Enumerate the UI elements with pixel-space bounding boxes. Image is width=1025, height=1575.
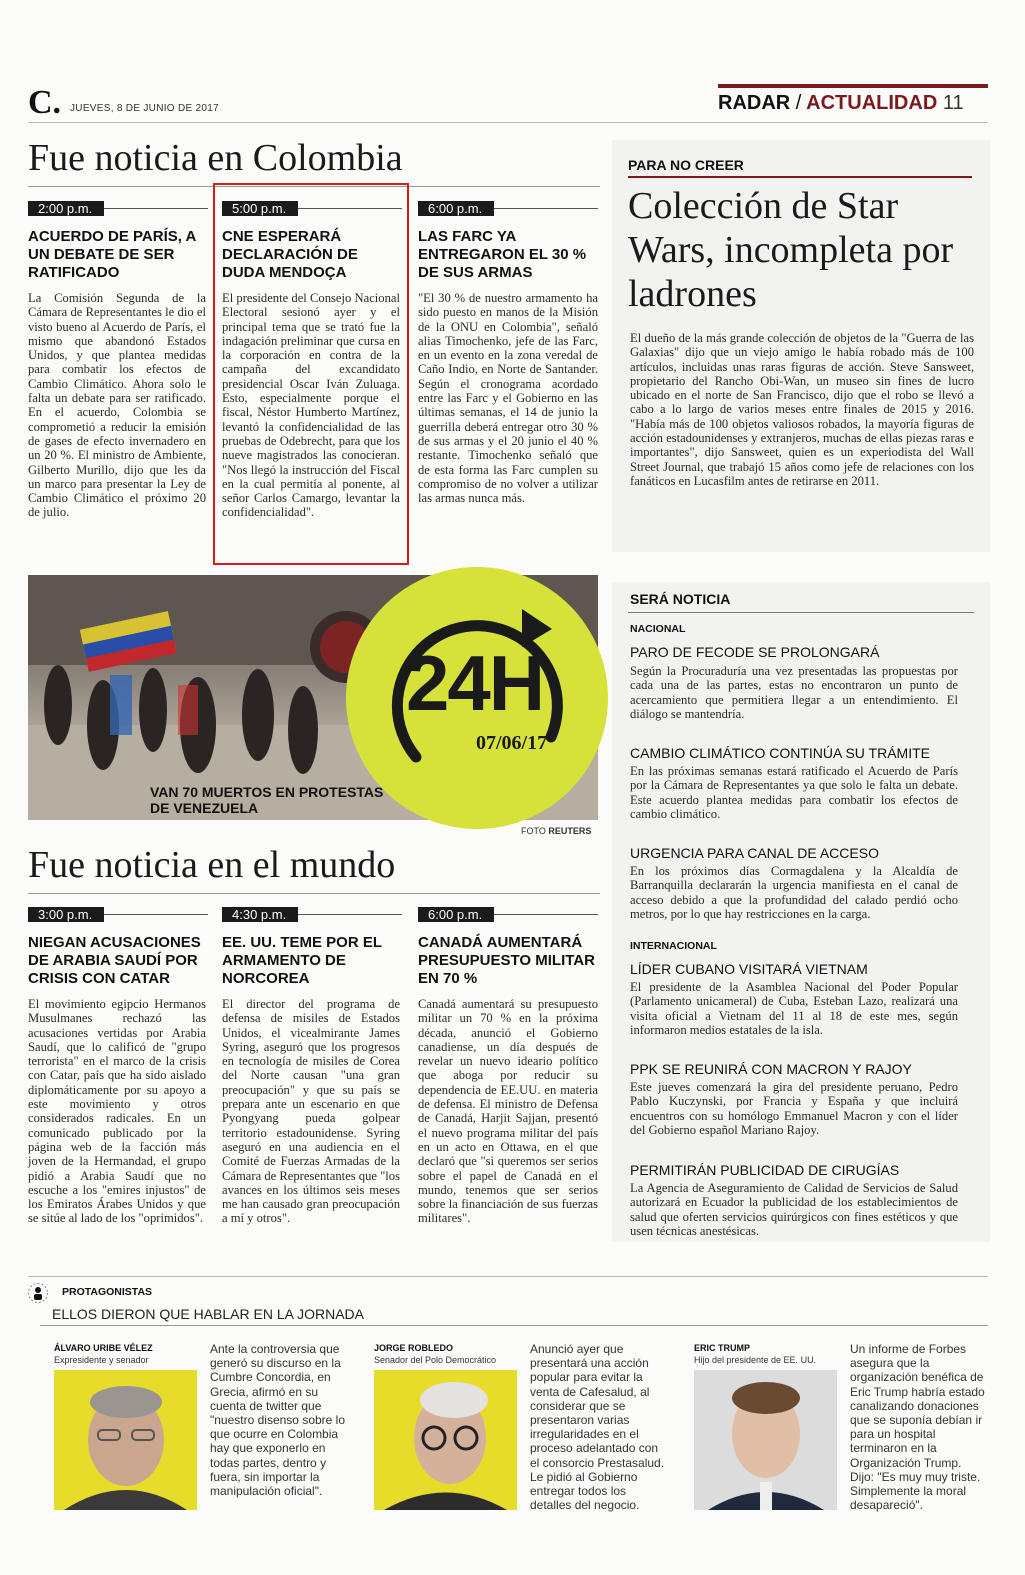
sera-noticia-body: En las próximas semanas estará ratificado el Acuerdo de París por la Cámara de Representantes ya que solo le falta un debate. Este acuerdo plantea medidas para combatir los efectos de cambio climático.	[630, 764, 958, 821]
header-rule	[718, 84, 988, 88]
sera-noticia-headline: PERMITIRÁN PUBLICIDAD DE CIRUGÍAS	[630, 1162, 900, 1178]
sera-noticia-body: Según la Procuraduría una vez presentadas las propuestas por cada una de las partes, estas no encontraron un punto de acercamiento que permitiera llegar a un entendimiento. El diálogo se mantendría.	[630, 664, 958, 721]
time-rule	[104, 208, 208, 209]
sera-noticia-headline: URGENCIA PARA CANAL DE ACCESO	[630, 845, 879, 861]
protagonistas-label: PROTAGONISTAS	[62, 1286, 153, 1298]
news-time-badge: 4:30 p.m.	[222, 907, 298, 922]
person-quote: Ante la controversia que generó su discurso en la Cumbre Concordia, en Grecia, afirmó en su cuenta de twitter que "nuestro disenso sobre lo que ocurre en Colombia hay que exponerlo en todas partes, dentro y fuera, sin importar la manipulación oficial".	[210, 1342, 346, 1499]
news-body: Canadá aumentará su presupuesto militar un 70 % en la próxima década, anunció el Gobierno canadiense, un día después de revelar un nuevo ideario político que aboga por reducir su dependencia de EE.UU. en materia de defensa. El ministro de Defensa de Canadá, Harjit Sajjan, presentó el nuevo programa militar del país en un acto en Ottawa, en el que declaró que "si queremos ser serios sobre el papel de Canadá en el mundo, tenemos que ser serios sobre la financiación de sus fuerzas militares".	[418, 997, 598, 1226]
news-body: El presidente del Consejo Nacional Electoral sesionó ayer y el principal tema que se trató fue la indagación preliminar que cursa en la corporación en contra de la campaña del excandidato presidencial Oscar Iván Zuluaga. Esto, especialmente porque el fiscal, Néstor Humberto Martínez, levantó la confidencialidad de las pruebas de Odebrecht, para que los nueve magistrados las conocieran. "Nos llegó la instrucción del Fiscal en la cual permitía al ponente, al señor Carlos Camargo, levantar la confidencialidad".	[222, 291, 400, 520]
news-headline: NIEGAN ACUSACIONES DE ARABIA SAUDÍ POR CRISIS CON CATAR	[28, 934, 201, 987]
person-name: JORGE ROBLEDO	[374, 1343, 454, 1353]
sera-noticia-headline: PPK SE REUNIRÁ CON MACRON Y RAJOY	[630, 1061, 912, 1077]
para-no-creer-title: Colección de Star Wars, incompleta por ladrones	[628, 185, 954, 315]
sera-noticia-item	[630, 845, 958, 921]
person-role: Hijo del presidente de EE. UU.	[694, 1355, 817, 1365]
header-underline	[28, 122, 988, 123]
time-rule	[104, 914, 208, 915]
nacional-label: NACIONAL	[630, 623, 686, 635]
sera-noticia-headline: LÍDER CUBANO VISITARÁ VIETNAM	[630, 961, 868, 977]
highlight-box	[213, 183, 409, 565]
news-time-badge: 3:00 p.m.	[28, 907, 104, 922]
protagonistas-subtitle-rule	[40, 1325, 988, 1326]
issue-date: JUEVES, 8 DE JUNIO DE 2017	[70, 103, 219, 114]
section-separator: /	[795, 92, 802, 114]
sera-noticia-headline: CAMBIO CLIMÁTICO CONTINÚA SU TRÁMITE	[630, 745, 930, 761]
page-number: 11	[942, 92, 964, 114]
para-no-creer-body: El dueño de la más grande colección de objetos de la "Guerra de las Galaxias" dijo que un viejo amigo le había robado más de 100 artículos, incluidas unas raras figuras de acción. Steve Sansweet, propietario del Rancho Obi-Wan, un museo sin fines de lucro ubicado en el norte de San Francisco, dijo que el robo se llevó a cabo a lo largo de varios meses entre finales de 2015 y 2016. "Había más de 100 objetos valiosos robados, la mayoría figuras de acción estadounidenses y extranjeros, muchas de ellas piezas raras e importantes", dijo Sansweet, quien es un experiodista del Wall Street Journal, que trabajó 15 años como jefe de relaciones con los fanáticos en Lucasfilm antes de retirarse en 2011.	[630, 331, 974, 488]
news-time-badge: 5:00 p.m.	[222, 201, 298, 216]
sera-noticia-item	[630, 1162, 958, 1238]
time-rule	[494, 914, 598, 915]
sera-noticia-body: En los próximos días Cormagdalena y la Alcaldía de Barranquilla declararán la urgencia manifiesta en el canal de acceso debido a que la profundidad del calado perdió ocho metros, por lo que hay restricciones en la carga.	[630, 864, 958, 921]
news-body: "El 30 % de nuestro armamento ha sido puesto en manos de la Misión de la ONU en Colombia", señaló alias Timochenko, jefe de las Farc, en un evento en la zona veredal de Caño Indio, en Norte de Santander. Según el cronograma acordado entre las Farc y el Gobierno en las últimas semanas, el 14 de junio la guerrilla deberá entregar otro 30 % de sus armas y el 20 junio el 40 % restante. Timochenko señaló que de esta forma las Farc cumplen su compromiso de no volver a utilizar las armas nunca más.	[418, 291, 598, 506]
photo-credit	[521, 826, 591, 836]
para-no-creer-kicker: PARA NO CREER	[628, 157, 744, 173]
protagonistas-rule	[28, 1276, 988, 1277]
news-headline: ACUERDO DE PARÍS, A UN DEBATE DE SER RATIFICADO	[28, 228, 196, 281]
news-time-badge: 6:00 p.m.	[418, 907, 494, 922]
news-headline: CNE ESPERARÁ DECLARACIÓN DE DUDA MENDOÇA	[222, 228, 358, 281]
sera-noticia-body: La Agencia de Aseguramiento de Calidad de Servicios de Salud autorizará en Ecuador la publicidad de los establecimientos de salud que oferten servicios quirúrgicos con fines estéticos y que usen técnicas anestésicas.	[630, 1181, 958, 1238]
person-quote: Anunció ayer que presentará una acción popular para evitar la venta de Cafesalud, al considerar que se presentaron varias irregularidades en el proceso adelantado con el consorcio Prestasalud. Le pidió al Gobierno entregar todos los detalles del negocio.	[530, 1342, 665, 1513]
sera-noticia-rule	[628, 612, 974, 613]
sera-noticia-item	[630, 745, 958, 821]
sera-noticia-item	[630, 961, 958, 1037]
person-quote: Un informe de Forbes asegura que la organización benéfica de Eric Trump habría estado canalizando donaciones que se suponía debían ir para un hospital terminaron en la Organización Trump. Dijo: "Es muy muy triste. Simplemente la moral desapareció".	[850, 1342, 985, 1513]
sera-noticia-headline: PARO DE FECODE SE PROLONGARÁ	[630, 644, 880, 660]
mundo-title-rule	[28, 893, 600, 894]
badge-date: 07/06/17	[476, 732, 548, 754]
news-body: El director del programa de defensa de misiles de Estados Unidos, el vicealmirante James Syring, aseguró que los progresos en tecnología de misiles de Corea del Norte causan "una gran preocupación" y que su país se prepara ante un escenario en que Pyongyang pueda golpear territorio estadounidense. Syring aseguró en una audiencia en el Comité de Fuerzas Armadas de la Cámara de Representantes que "los avances en los últimos seis meses me han causado gran preocupación a mí y otros".	[222, 997, 400, 1226]
time-rule	[298, 914, 402, 915]
news-headline: EE. UU. TEME POR EL ARMAMENTO DE NORCOREA	[222, 934, 382, 987]
protagonistas-subtitle: ELLOS DIERON QUE HABLAR EN LA JORNADA	[52, 1306, 364, 1322]
sera-noticia-body: El presidente de la Asamblea Nacional del Poder Popular (Parlamento unicameral) de Cuba, Esteban Lazo, realizará una visita oficial a Vietnam del 11 al 18 de este mes, según informaron medios estatales de la isla.	[630, 980, 958, 1037]
news-body: El movimiento egipcio Hermanos Musulmanes rechazó las acusaciones vertidas por Arabia Saudí, que lo calificó de "grupo terrorista" en el marco de la crisis con Catar, país que ha sido aislado diplomáticamente por su apoyo a este movimiento y otros considerados radicales. En un comunicado publicado por la página web de la facción más joven de la Hermandad, el grupo pidió a Arabia Saudí que no escuche a los "emires injustos" de los Emiratos Árabes Unidos y que se sitúe al lado de los "oprimidos".	[28, 997, 206, 1226]
section-header	[718, 92, 964, 115]
person-icon	[28, 1283, 48, 1303]
news-time-badge: 2:00 p.m.	[28, 201, 104, 216]
person-photo	[694, 1370, 837, 1510]
kicker-rule	[628, 176, 972, 178]
photo-credit-prefix: FOTO	[521, 826, 546, 836]
newspaper-logo: C.	[28, 84, 62, 121]
sera-noticia-title: SERÁ NOTICIA	[630, 591, 731, 607]
person-role: Expresidente y senador	[54, 1355, 149, 1365]
photo-caption: VAN 70 MUERTOS EN PROTESTAS DE VENEZUELA	[150, 784, 384, 816]
person-name: ÁLVARO URIBE VÉLEZ	[54, 1343, 153, 1353]
person-photo	[54, 1370, 197, 1510]
subsection-label: ACTUALIDAD	[806, 92, 938, 114]
news-headline: CANADÁ AUMENTARÁ PRESUPUESTO MILITAR EN 70 %	[418, 934, 595, 987]
internacional-label: INTERNACIONAL	[630, 940, 717, 952]
sera-noticia-item	[630, 1061, 958, 1137]
sera-noticia-item	[630, 644, 958, 721]
mundo-section-title: Fue noticia en el mundo	[28, 844, 396, 886]
sera-noticia-body: Este jueves comenzará la gira del presidente peruano, Pedro Pablo Kuczynski, por Francia y España y que incluirá encuentros con su homólogo Emmanuel Macron y con el líder del Gobierno español Mariano Rajoy.	[630, 1080, 958, 1137]
colombia-section-title: Fue noticia en Colombia	[28, 137, 403, 179]
person-role: Senador del Polo Democrático	[374, 1355, 497, 1365]
news-time-badge: 6:00 p.m.	[418, 201, 494, 216]
person-name: ERIC TRUMP	[694, 1343, 750, 1353]
badge-24h-label: 24H	[406, 639, 544, 727]
time-rule	[494, 208, 598, 209]
person-photo	[374, 1370, 517, 1510]
news-body: La Comisión Segunda de la Cámara de Representantes le dio el visto bueno al Acuerdo de París, el mismo que abandonó Estados Unidos, y que plantea medidas para combatir los efectos de Cambio Climático. Ahora solo le falta un debate para ser ratificado. En el acuerdo, Colombia se comprometió a reducir la emisión de gases de efecto invernadero en un 20 %. El ministro de Ambiente, Gilberto Murillo, dijo que les da un marco para presentar la Ley de Cambio Climático el próximo 20 de julio.	[28, 291, 206, 520]
news-headline: LAS FARC YA ENTREGARON EL 30 % DE SUS ARMAS	[418, 228, 587, 281]
photo-credit-source: REUTERS	[548, 826, 592, 836]
section-label: RADAR	[718, 92, 791, 114]
